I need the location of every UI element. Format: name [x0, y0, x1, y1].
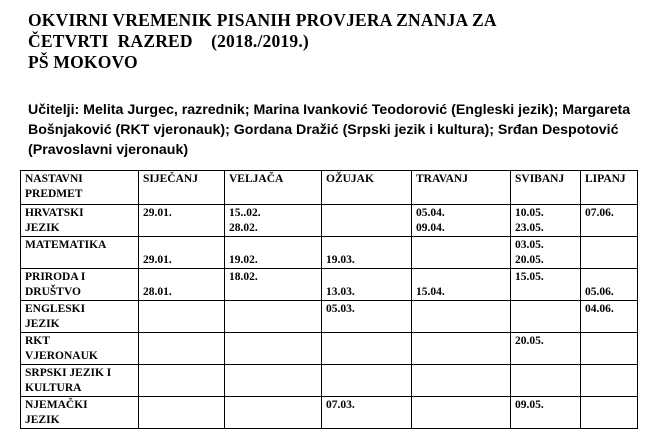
- date-cell: [581, 365, 638, 397]
- date-cell: [412, 397, 511, 429]
- date-cell: [225, 365, 322, 397]
- date-cell: 18.02.: [225, 269, 322, 301]
- date-cell: [225, 301, 322, 333]
- date-cell: [412, 333, 511, 365]
- date-cell: [412, 301, 511, 333]
- subject-cell: ENGLESKI JEZIK: [21, 301, 139, 333]
- subject-cell: NJEMAČKI JEZIK: [21, 397, 139, 429]
- date-cell: [581, 397, 638, 429]
- subject-cell: RKT VJERONAUK: [21, 333, 139, 365]
- date-cell: [581, 237, 638, 269]
- date-cell: 04.06.: [581, 301, 638, 333]
- date-cell: 07.03.: [322, 397, 412, 429]
- subject-cell: PRIRODA I DRUŠTVO: [21, 269, 139, 301]
- date-cell: [511, 365, 581, 397]
- table-row: [21, 269, 638, 301]
- document-title: [28, 10, 497, 73]
- date-cell: [412, 365, 511, 397]
- table-row: [21, 301, 638, 333]
- header-cell: VELJAČA: [225, 171, 322, 205]
- schedule-table: [20, 170, 638, 429]
- table-row: [21, 205, 638, 237]
- table-row: [21, 237, 638, 269]
- date-cell: [511, 301, 581, 333]
- date-cell: 07.06.: [581, 205, 638, 237]
- table-row: [21, 333, 638, 365]
- date-cell: [322, 205, 412, 237]
- header-cell: NASTAVNI PREDMET: [21, 171, 139, 205]
- date-cell: 19.03.: [322, 237, 412, 269]
- date-cell: 29.01.: [139, 205, 225, 237]
- date-cell: [322, 333, 412, 365]
- date-cell: [225, 333, 322, 365]
- subject-cell: HRVATSKI JEZIK: [21, 205, 139, 237]
- date-cell: 19.02.: [225, 237, 322, 269]
- header-cell: LIPANJ: [581, 171, 638, 205]
- date-cell: 05.06.: [581, 269, 638, 301]
- header-cell: SVIBANJ: [511, 171, 581, 205]
- teachers-paragraph: Učitelji: Melita Jurgec, razrednik; Marina Ivanković Teodorović (Engleski jezik); Margareta Bošnjaković (RKT vjeronauk); Gordana Dražić (Srpski jezik i kultura); Srđan Despotović (Pravoslavni vjeronauk): [28, 102, 631, 158]
- table-row: [21, 397, 638, 429]
- header-cell: TRAVANJ: [412, 171, 511, 205]
- date-cell: [139, 397, 225, 429]
- date-cell: 09.05.: [511, 397, 581, 429]
- date-cell: [322, 365, 412, 397]
- table-row: [21, 365, 638, 397]
- date-cell: [225, 397, 322, 429]
- date-cell: 20.05.: [511, 333, 581, 365]
- date-cell: [581, 333, 638, 365]
- date-cell: 10.05. 23.05.: [511, 205, 581, 237]
- date-cell: [139, 365, 225, 397]
- date-cell: 28.01.: [139, 269, 225, 301]
- header-cell: SIJEČANJ: [139, 171, 225, 205]
- date-cell: 15.05.: [511, 269, 581, 301]
- date-cell: 15.04.: [412, 269, 511, 301]
- date-cell: [412, 237, 511, 269]
- title-line-2: ČETVRTI RAZRED (2018./2019.): [28, 31, 309, 51]
- date-cell: 05.04. 09.04.: [412, 205, 511, 237]
- date-cell: 03.05. 20.05.: [511, 237, 581, 269]
- header-cell: OŽUJAK: [322, 171, 412, 205]
- title-line-3: PŠ MOKOVO: [28, 52, 138, 72]
- subject-cell: SRPSKI JEZIK I KULTURA: [21, 365, 139, 397]
- title-line-1: OKVIRNI VREMENIK PISANIH PROVJERA ZNANJA ZA: [28, 10, 497, 30]
- date-cell: 15..02. 28.02.: [225, 205, 322, 237]
- date-cell: 05.03.: [322, 301, 412, 333]
- date-cell: [139, 333, 225, 365]
- table-header-row: [21, 171, 638, 205]
- date-cell: [139, 301, 225, 333]
- date-cell: 13.03.: [322, 269, 412, 301]
- subject-cell: MATEMATIKA: [21, 237, 139, 269]
- date-cell: 29.01.: [139, 237, 225, 269]
